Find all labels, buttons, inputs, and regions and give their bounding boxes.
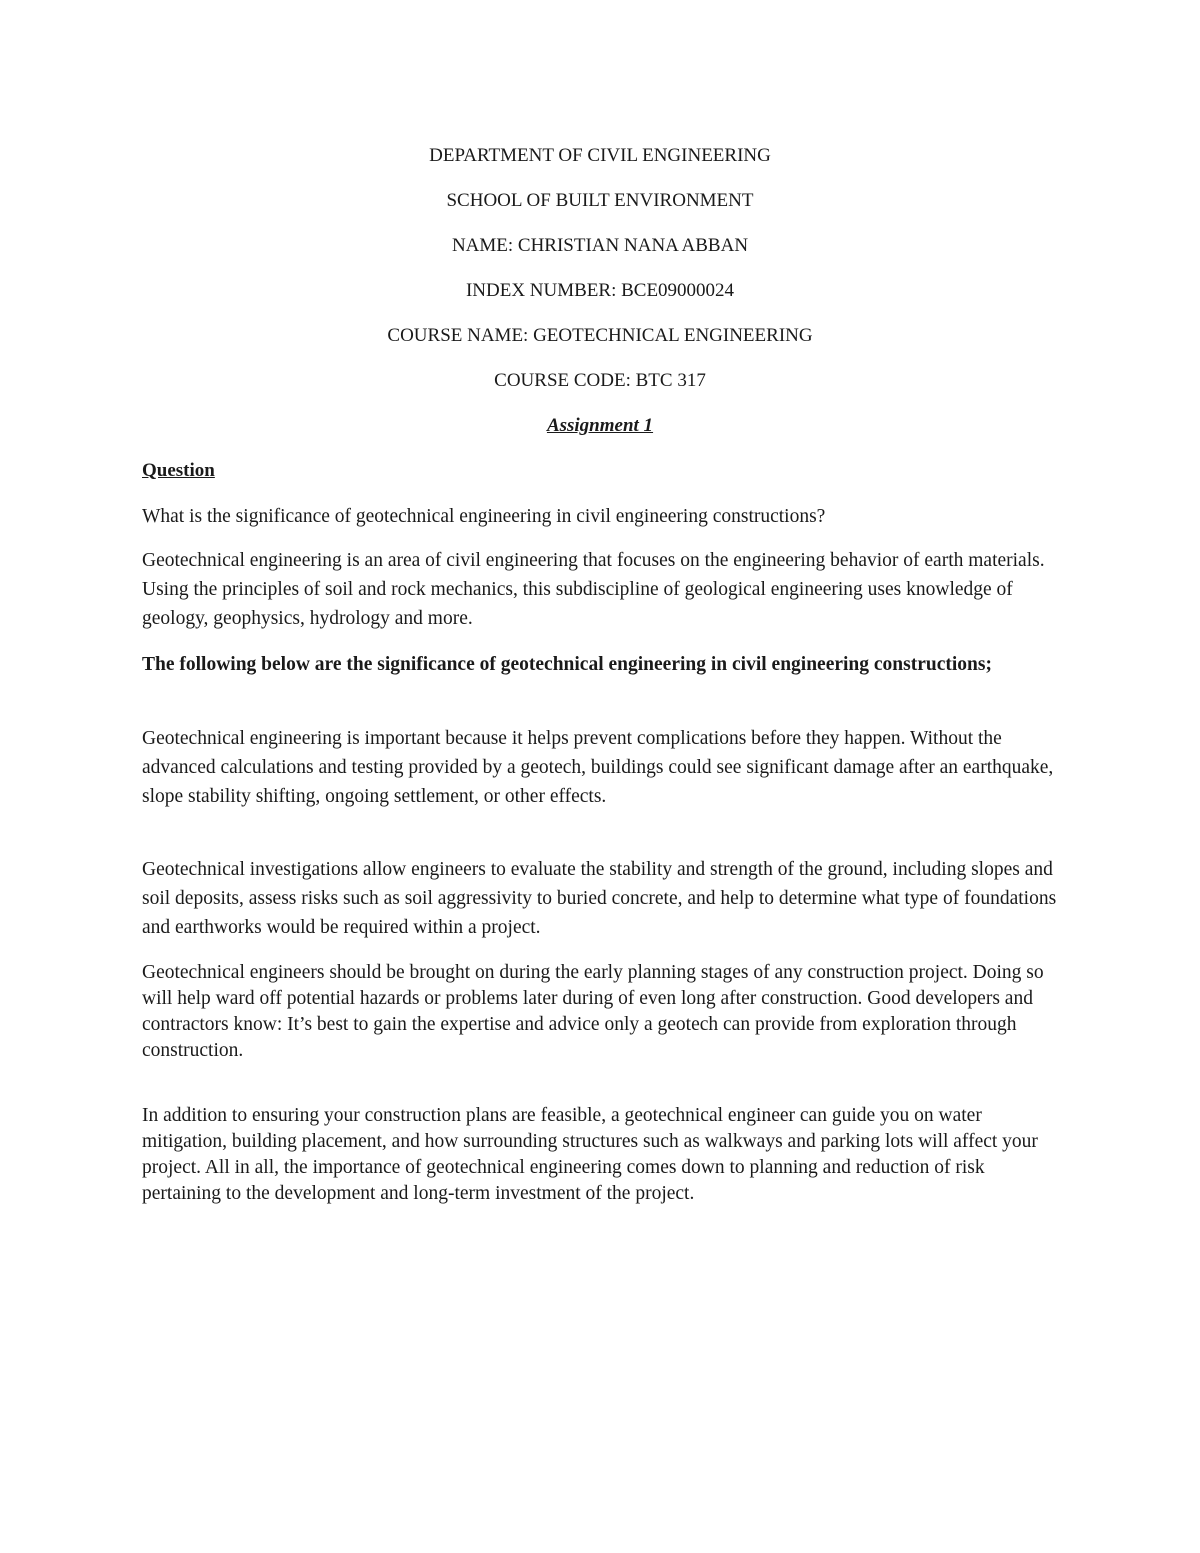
department-line: DEPARTMENT OF CIVIL ENGINEERING: [429, 145, 771, 166]
paragraph-investigations: Geotechnical investigations allow engineers to evaluate the stability and strength of the ground, including slopes and soil deposits, assess risks such as soil aggressivity to buried concrete, and help to determine what type of foundations and earthworks would be required within a project.: [142, 859, 1057, 938]
course-name-line: COURSE NAME: GEOTECHNICAL ENGINEERING: [387, 325, 813, 346]
student-name-line: NAME: CHRISTIAN NANA ABBAN: [451, 235, 749, 256]
course-code-line: COURSE CODE: BTC 317: [494, 370, 706, 391]
assignment-title: [0, 414, 1200, 438]
paragraph-prevention: Geotechnical engineering is important because it helps prevent complications before they happen. Without the advanced calculations and testing provided by a geotech, buildings could see significant damage after an earthquake, slope stability shifting, ongoing settlement, or other effects.: [142, 728, 1054, 807]
question-text: What is the significance of geotechnical engineering in civil engineering constructions?: [142, 506, 826, 527]
significance-heading: The following below are the significance of geotechnical engineering in civil engineering constructions;: [142, 654, 992, 675]
school-line: SCHOOL OF BUILT ENVIRONMENT: [446, 190, 754, 211]
paragraph-early-planning: Geotechnical engineers should be brought on during the early planning stages of any construction project. Doing so will help ward off potential hazards or problems later during of even long after construction. Good developers and contractors know: It’s best to gain the expertise and advice only a geotech can provide from exploration through construction.: [142, 962, 1044, 1061]
paragraph-conclusion: In addition to ensuring your construction plans are feasible, a geotechnical engineer can guide you on water mitigation, building placement, and how surrounding structures such as walkways and parking lots will affect your project. All in all, the importance of geotechnical engineering comes down to planning and reduction of risk pertaining to the development and long-term investment of the project.: [142, 1105, 1038, 1204]
assignment-title-text: Assignment 1: [546, 415, 654, 436]
index-number-line: INDEX NUMBER: BCE09000024: [465, 280, 735, 301]
question-heading: Question: [142, 460, 215, 481]
intro-paragraph: Geotechnical engineering is an area of civil engineering that focuses on the engineering behavior of earth materials. Using the principles of soil and rock mechanics, this subdiscipline of geological engineering uses knowledge of geology, geophysics, hydrology and more.: [142, 550, 1045, 629]
